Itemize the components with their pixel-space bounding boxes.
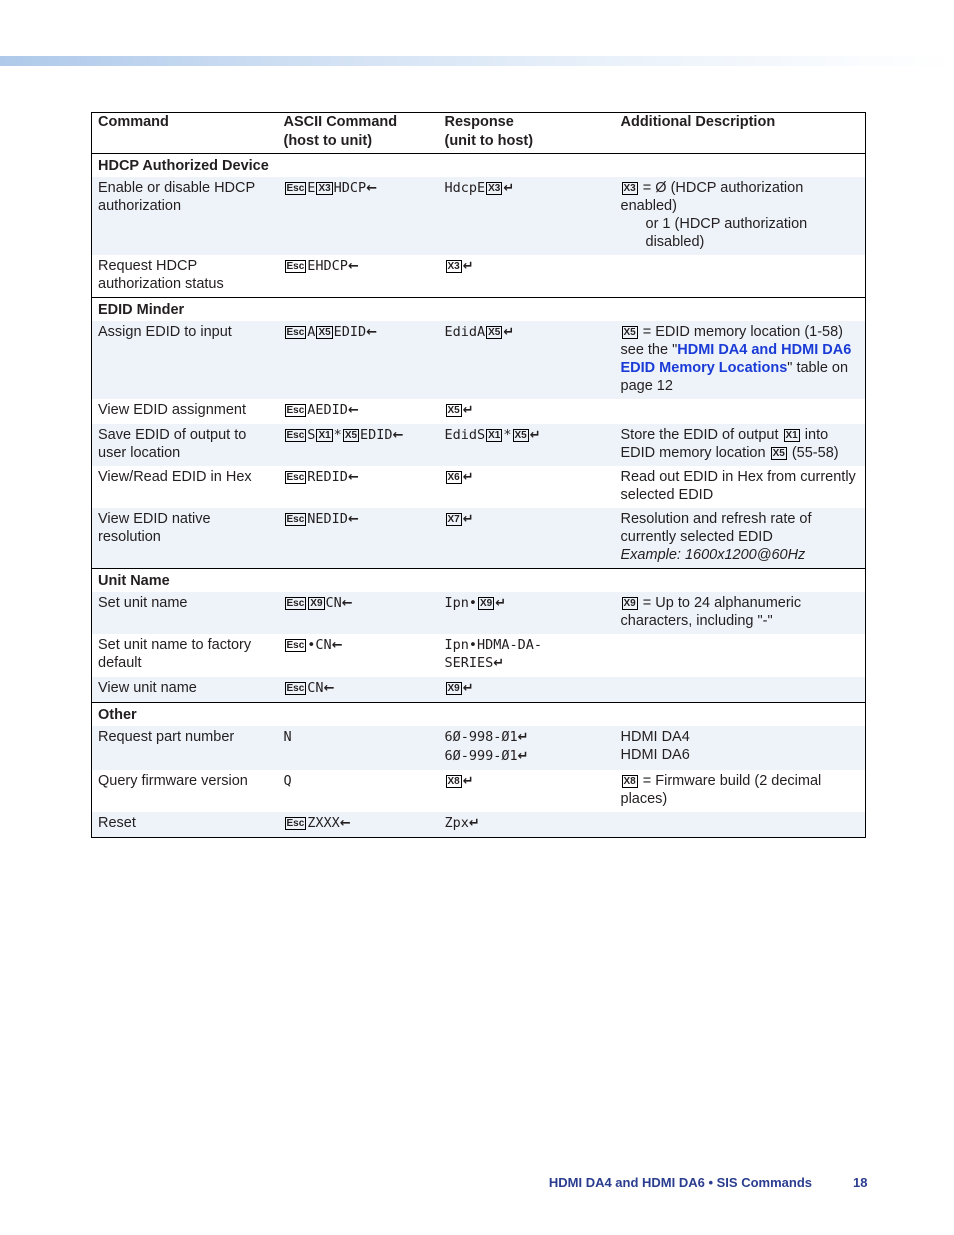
- esc-key-icon: Esc: [286, 405, 305, 416]
- enter-icon: ↵: [517, 730, 529, 745]
- x3-key-icon: X3: [447, 261, 460, 272]
- ascii-cell: Esc AEDID←: [286, 402, 359, 418]
- esc-key-icon: Esc: [286, 472, 305, 483]
- edid-memory-locations-link[interactable]: HDMI DA4 and HDMI DA6 EDID Memory Locations: [620, 342, 852, 376]
- enter-icon: ↵: [529, 428, 541, 443]
- enter-icon: ↵: [462, 259, 474, 274]
- x9-key-icon: X9: [447, 683, 460, 694]
- description-cell: Resolution and refresh rate of currently selected EDID Example: 1600x1200@60Hz: [615, 508, 866, 569]
- esc-key-icon: Esc: [286, 261, 305, 272]
- page-number: 18: [853, 1175, 868, 1190]
- enter-icon: ↵: [517, 749, 529, 764]
- esc-key-icon: Esc: [286, 514, 305, 525]
- enter-icon: ↵: [468, 816, 480, 831]
- enter-icon: ↵: [462, 774, 474, 789]
- command-cell: View unit name: [92, 677, 278, 703]
- carriage-return-icon: ←: [392, 428, 404, 443]
- description-cell: X5 = EDID memory location (1-58) see the "HDMI DA4 and HDMI DA6 EDID Memory Locations" table on page 12: [615, 321, 866, 399]
- carriage-return-icon: ←: [347, 512, 359, 527]
- header-ascii: ASCII Command (host to unit): [283, 114, 398, 149]
- x5-key-icon: X5: [514, 430, 527, 441]
- esc-key-icon: Esc: [286, 183, 305, 194]
- esc-key-icon: Esc: [286, 683, 305, 694]
- enter-icon: ↵: [462, 403, 474, 418]
- carriage-return-icon: ←: [339, 816, 351, 831]
- table-row: [92, 770, 866, 812]
- table-row: [92, 634, 866, 677]
- x8-key-icon: X8: [447, 776, 460, 787]
- enter-icon: ↵: [493, 656, 505, 671]
- esc-key-icon: Esc: [286, 327, 305, 338]
- x8-key-icon: X8: [623, 776, 636, 787]
- enter-icon: ↵: [462, 681, 474, 696]
- carriage-return-icon: ←: [366, 325, 378, 340]
- response-cell: [439, 466, 615, 508]
- description-cell: X9 = Up to 24 alphanumeric characters, including "-": [615, 592, 866, 634]
- response-cell: [439, 508, 615, 569]
- table-row: [92, 177, 866, 255]
- enter-icon: ↵: [462, 512, 474, 527]
- ascii-cell: Esc NEDID←: [278, 508, 439, 569]
- command-cell: Enable or disable HDCP authorization: [92, 177, 278, 255]
- table-row: [92, 466, 866, 508]
- x9-key-icon: X9: [480, 598, 493, 609]
- table-row: [92, 424, 866, 466]
- table-row: [92, 321, 866, 399]
- section-other: [92, 703, 866, 727]
- ascii-cell: Q: [283, 773, 292, 789]
- response-cell: 6Ø-998-Ø1↵ 6Ø-999-Ø1↵: [439, 726, 615, 770]
- command-cell: Assign EDID to input: [92, 321, 278, 399]
- response-cell: Ipn•HDMA-DA- SERIES↵: [444, 637, 543, 671]
- header-command: Command: [98, 114, 169, 130]
- command-cell: Request HDCP authorization status: [98, 258, 224, 292]
- section-title: HDCP Authorized Device: [92, 154, 866, 178]
- sis-command-table: [91, 112, 866, 838]
- response-cell: Zpx↵: [439, 812, 615, 838]
- response-cell: EdidA X5 ↵: [439, 321, 615, 399]
- esc-key-icon: Esc: [286, 818, 305, 829]
- footer-title: HDMI DA4 and HDMI DA6 • SIS Commands: [548, 1175, 812, 1190]
- x5-key-icon: X5: [344, 430, 358, 441]
- ascii-cell: Esc EHDCP←: [286, 258, 359, 274]
- table-row: [92, 592, 866, 634]
- ascii-cell: Esc X9 CN←: [278, 592, 439, 634]
- x5-key-icon: X5: [488, 327, 501, 338]
- enter-icon: ↵: [495, 596, 507, 611]
- enter-icon: ↵: [503, 181, 515, 196]
- carriage-return-icon: ←: [331, 638, 343, 653]
- section-title: Unit Name: [92, 569, 866, 593]
- description-cell: X8 = Firmware build (2 decimal places): [620, 773, 822, 807]
- carriage-return-icon: ←: [323, 681, 335, 696]
- response-cell: [439, 677, 615, 703]
- ascii-cell: Esc ZXXX←: [278, 812, 439, 838]
- ascii-cell: N: [278, 726, 439, 770]
- section-title: EDID Minder: [92, 298, 866, 322]
- command-cell: Set unit name: [92, 592, 278, 634]
- description-cell: [615, 634, 866, 677]
- x5-key-icon: X5: [318, 327, 331, 338]
- ascii-cell: Esc E X3 HDCP←: [278, 177, 439, 255]
- carriage-return-icon: ←: [366, 181, 378, 196]
- section-unit-name: [92, 569, 866, 593]
- table-row: [92, 726, 866, 770]
- table-row: [92, 399, 866, 424]
- x5-key-icon: X5: [447, 405, 460, 416]
- response-cell: [439, 399, 615, 424]
- header-gradient-bar: [0, 56, 954, 66]
- command-cell: Set unit name to factory default: [98, 637, 252, 671]
- description-cell: HDMI DA4 HDMI DA6: [615, 726, 866, 770]
- x7-key-icon: X7: [447, 514, 460, 525]
- description-cell: [615, 812, 866, 838]
- command-cell: Query firmware version: [98, 773, 248, 789]
- carriage-return-icon: ←: [347, 470, 359, 485]
- section-title: Other: [92, 703, 866, 727]
- ascii-cell: Esc CN←: [278, 677, 439, 703]
- command-cell: View EDID native resolution: [92, 508, 278, 569]
- description-cell: [615, 255, 866, 298]
- table-row: [92, 812, 866, 838]
- table-header-row: [92, 113, 866, 154]
- ascii-cell: Esc S X1 * X5 EDID←: [278, 424, 439, 466]
- response-cell: Ipn• X9 ↵: [439, 592, 615, 634]
- x1-key-icon: X1: [318, 430, 331, 441]
- carriage-return-icon: ←: [341, 596, 353, 611]
- carriage-return-icon: ←: [347, 259, 359, 274]
- section-edid: [92, 298, 866, 322]
- command-cell: Reset: [92, 812, 278, 838]
- response-cell: HdcpE X3 ↵: [439, 177, 615, 255]
- response-cell: [439, 255, 615, 298]
- header-description: Additional Description: [620, 114, 776, 130]
- table-row: [92, 677, 866, 703]
- description-cell: X3 = Ø (HDCP authorization enabled) or 1 (HDCP authorization disabled): [615, 177, 866, 255]
- description-cell: [615, 677, 866, 703]
- x9-key-icon: X9: [310, 598, 323, 609]
- x9-key-icon: X9: [623, 598, 636, 609]
- table-row: [92, 255, 866, 298]
- x3-key-icon: X3: [488, 183, 501, 194]
- description-cell: [615, 399, 866, 424]
- command-cell: View EDID assignment: [98, 402, 247, 418]
- header-response: Response (unit to host): [444, 114, 534, 149]
- command-cell: Save EDID of output to user location: [92, 424, 278, 466]
- example-text: Example: 1600x1200@60Hz: [620, 547, 806, 563]
- x1-key-icon: X1: [785, 430, 798, 441]
- response-cell: EdidS X1 * X5 ↵: [439, 424, 615, 466]
- description-cell: Read out EDID in Hex from currently selected EDID: [620, 469, 856, 503]
- x3-key-icon: X3: [318, 183, 331, 194]
- esc-key-icon: Esc: [286, 640, 305, 651]
- enter-icon: ↵: [503, 325, 515, 340]
- table-row: [92, 508, 866, 569]
- description-cell: Store the EDID of output X1 into EDID memory location X5 (55-58): [615, 424, 866, 466]
- esc-key-icon: Esc: [286, 430, 305, 441]
- esc-key-icon: Esc: [286, 598, 305, 609]
- command-cell: View/Read EDID in Hex: [98, 469, 252, 485]
- enter-icon: ↵: [462, 470, 474, 485]
- section-hdcp: [92, 154, 866, 178]
- carriage-return-icon: ←: [347, 403, 359, 418]
- ascii-cell: Esc A X5 EDID←: [278, 321, 439, 399]
- ascii-cell: Esc REDID←: [286, 469, 359, 485]
- ascii-cell: Esc •CN←: [286, 637, 343, 653]
- x6-key-icon: X6: [447, 472, 460, 483]
- x5-key-icon: X5: [772, 448, 785, 459]
- command-cell: Request part number: [92, 726, 278, 770]
- x3-key-icon: X3: [623, 183, 636, 194]
- x5-key-icon: X5: [623, 327, 636, 338]
- response-cell: [439, 770, 615, 812]
- x1-key-icon: X1: [488, 430, 501, 441]
